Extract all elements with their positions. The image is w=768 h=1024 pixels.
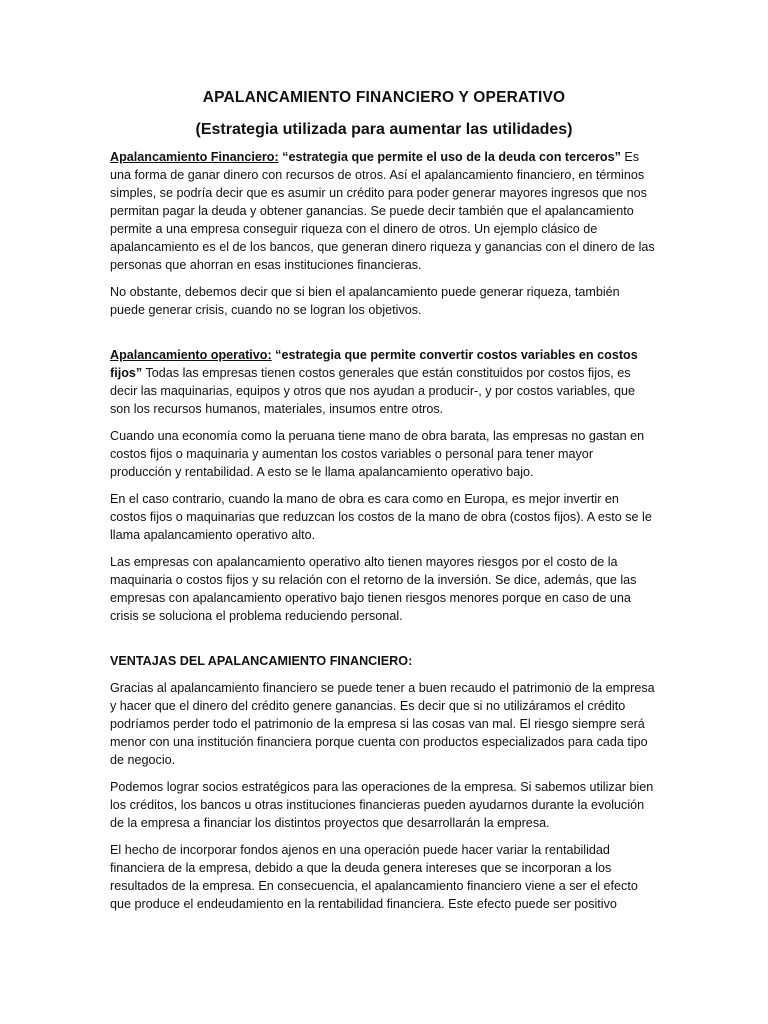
low-operating-leverage-paragraph: Cuando una economía como la peruana tiene mano de obra barata, las empresas no gastan en costos fijos o maquinaria y aumentan los costos variables o personal para tener mayor producción y rentabilidad. A esto se le llama apalancamiento operativo bajo.	[110, 429, 645, 479]
operating-leverage-definition: “estrategia que permite convertir costos variables en costos fijos”	[110, 348, 638, 380]
financial-leverage-text: Es una forma de ganar dinero con recursos de otros. Así el apalancamiento financiero, en términos simples, se podría decir que es asumir un crédito para poder generar mayores ingresos que nos permitan pagar la deuda y obtener ganancias. Se puede decir también que el apalancamiento permite a una empresa conseguir riqueza con el dinero de otros. Un ejemplo clásico de apalancamiento es el de los bancos, que generan dinero riqueza y ganancias con el dinero de las personas que ahorran en esas instituciones financieras.	[110, 150, 655, 272]
document-page	[110, 88, 658, 922]
high-operating-leverage-paragraph: En el caso contrario, cuando la mano de obra es cara como en Europa, es mejor invertir en costos fijos o maquinarias que reduzcan los costos de la mano de obra (costos fijos). A esto se le llama apalancamiento operativo alto.	[110, 492, 652, 542]
document-title: APALANCAMIENTO FINANCIERO Y OPERATIVO	[202, 89, 566, 106]
advantage-paragraph-2: Podemos lograr socios estratégicos para las operaciones de la empresa. Si sabemos utilizar bien los créditos, los bancos u otras instituciones financieras pueden ayudarnos durante la evolución de la empresa a financiar los distintos proyectos que desarrollarán la empresa.	[110, 780, 654, 830]
financial-leverage-crisis-paragraph: No obstante, debemos decir que si bien el apalancamiento puede generar riqueza, también puede generar crisis, cuando no se logran los objetivos.	[110, 285, 620, 317]
operating-leverage-term: Apalancamiento operativo:	[110, 348, 272, 362]
operating-leverage-text: Todas las empresas tienen costos generales que están constituidos por costos fijos, es decir las maquinarias, equipos y otros que nos ayudan a producir-, y por costos variables, que son los recursos humanos, materiales, insumos entre otros.	[110, 366, 636, 416]
financial-leverage-paragraph	[110, 148, 658, 274]
advantages-heading: VENTAJAS DEL APALANCAMIENTO FINANCIERO:	[110, 654, 413, 668]
advantage-paragraph-1: Gracias al apalancamiento financiero se puede tener a buen recaudo el patrimonio de la empresa y hacer que el dinero del crédito genere ganancias. Es decir que si no utilizáramos el crédito podríamos perder todo el patrimonio de la empresa si las cosas van mal. El riesgo siempre será menor con una institución financiera porque cuenta con productos especializados para cada tipo de negocio.	[110, 681, 655, 767]
financial-leverage-term: Apalancamiento Financiero:	[110, 150, 279, 164]
section-spacer	[110, 328, 658, 346]
document-subtitle: (Estrategia utilizada para aumentar las utilidades)	[195, 121, 573, 138]
financial-leverage-definition: “estrategia que permite el uso de la deuda con terceros”	[282, 150, 621, 164]
operating-leverage-risk-paragraph: Las empresas con apalancamiento operativo alto tienen mayores riesgos por el costo de la maquinaria o costos fijos y su relación con el retorno de la inversión. Se dice, además, que las empresas con apalancamiento operativo bajo tienen riesgos menores porque en caso de una crisis se soluciona el problema reduciendo personal.	[110, 555, 637, 623]
section-spacer	[110, 634, 658, 652]
operating-leverage-paragraph	[110, 346, 658, 418]
advantage-paragraph-3: El hecho de incorporar fondos ajenos en una operación puede hacer variar la rentabilidad financiera de la empresa, debido a que la deuda genera intereses que se incorporan a los resultados de la empresa. En consecuencia, el apalancamiento financiero viene a ser el efecto que produce el endeudamiento en la rentabilidad financiera. Este efecto puede ser positivo	[110, 843, 638, 911]
